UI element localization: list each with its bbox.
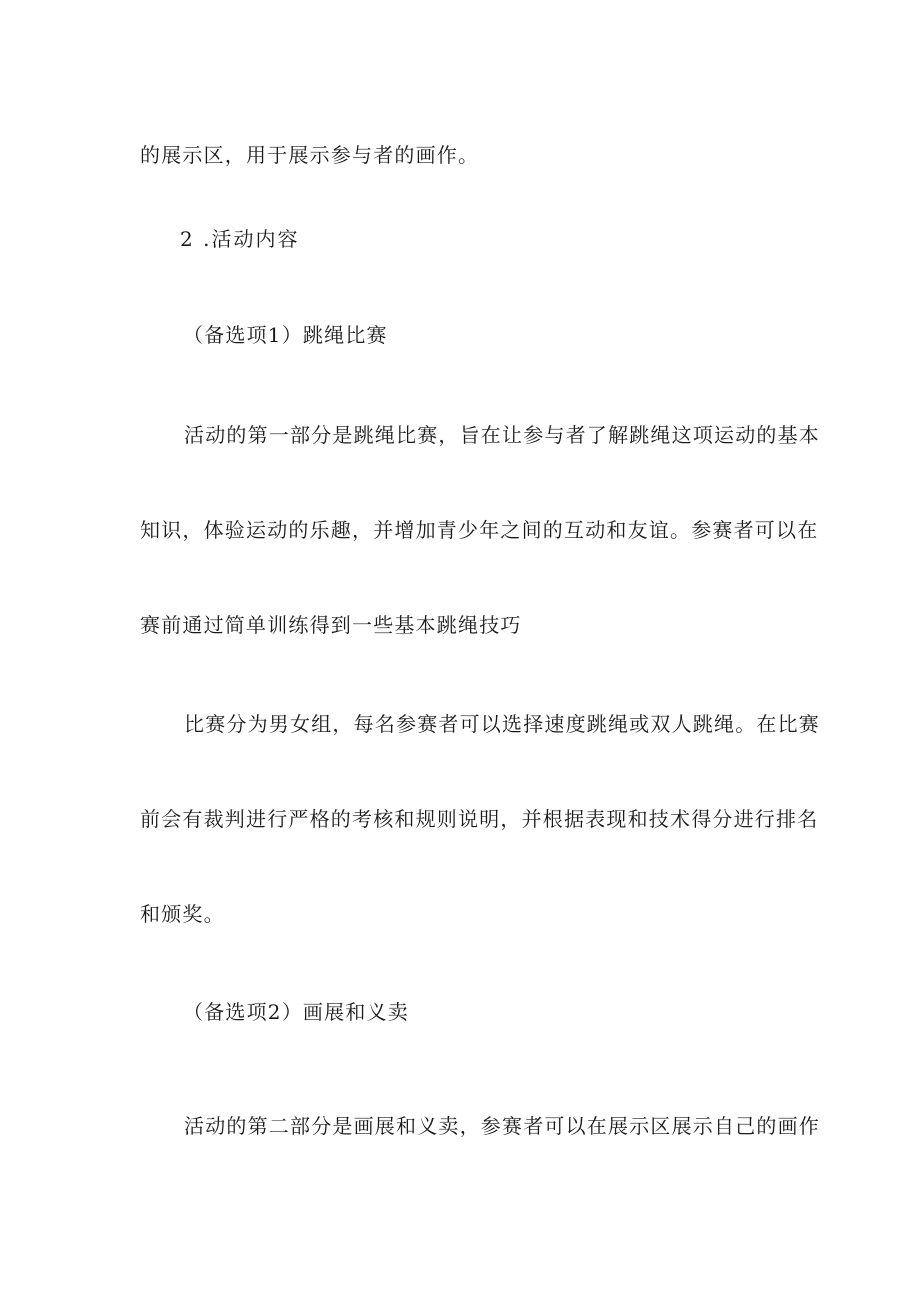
option-2-heading: （备选项2）画展和义卖 bbox=[183, 1000, 409, 1024]
paragraph-1-line-3: 赛前通过简单训练得到一些基本跳绳技巧 bbox=[140, 613, 522, 637]
paragraph-continuation-line: 的展示区，用于展示参与者的画作。 bbox=[140, 143, 480, 167]
section-heading-activity-content: 2 .活动内容 bbox=[180, 227, 300, 251]
paragraph-2-line-2: 前会有裁判进行严格的考核和规则说明，并根据表现和技术得分进行排名 bbox=[140, 807, 819, 831]
paragraph-1-line-2: 知识，体验运动的乐趣，并增加青少年之间的互动和友谊。参赛者可以在 bbox=[140, 518, 819, 542]
paragraph-2-line-3: 和颁奖。 bbox=[140, 902, 225, 926]
paragraph-2-line-1: 比赛分为男女组，每名参赛者可以选择速度跳绳或双人跳绳。在比赛 bbox=[184, 712, 820, 736]
option-1-heading: （备选项1）跳绳比赛 bbox=[183, 323, 388, 347]
paragraph-3-line-1: 活动的第二部分是画展和义卖，参赛者可以在展示区展示自己的画作 bbox=[184, 1114, 820, 1138]
paragraph-1-line-1: 活动的第一部分是跳绳比赛，旨在让参与者了解跳绳这项运动的基本 bbox=[184, 423, 820, 447]
